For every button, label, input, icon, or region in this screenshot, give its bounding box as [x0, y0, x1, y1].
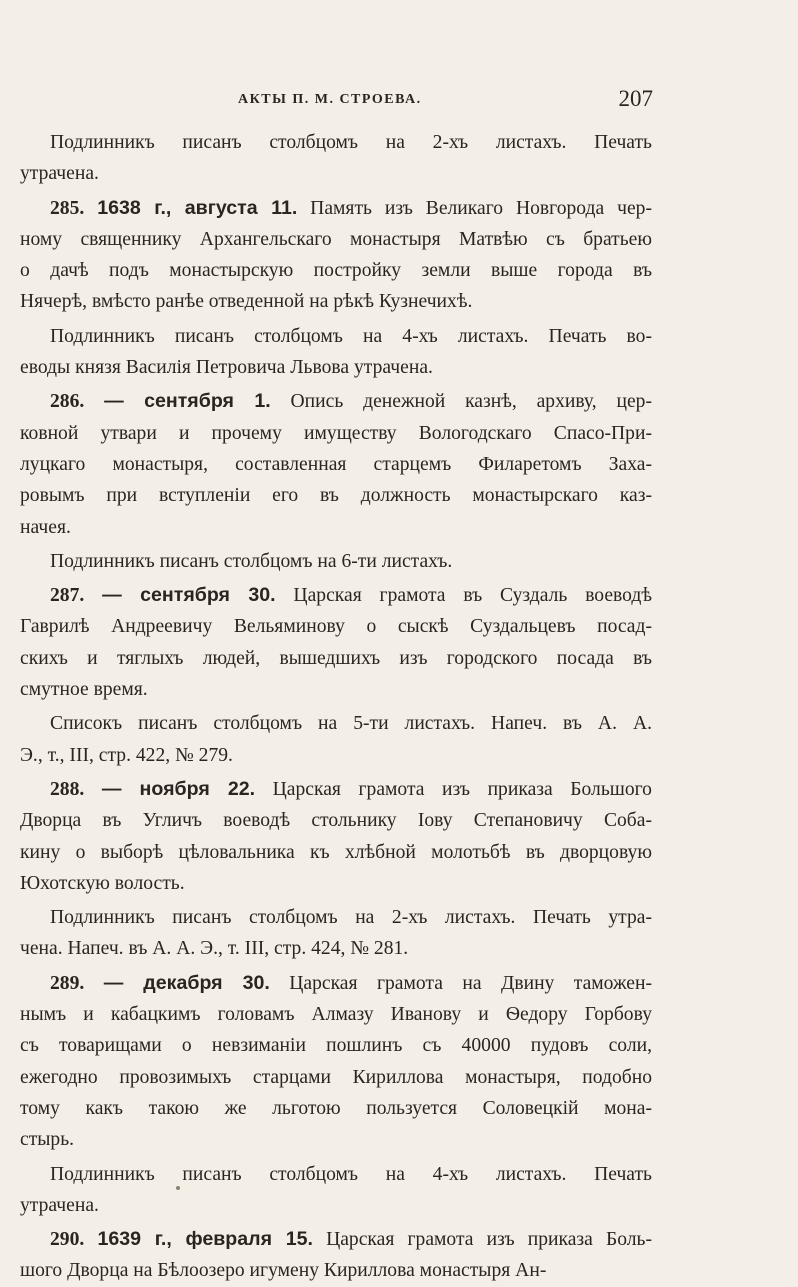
entry-date: — ноября 22. [101, 777, 256, 800]
text-line [20, 1093, 652, 1124]
text-line [20, 512, 652, 543]
text-line [20, 933, 652, 964]
line-text: Царская грамота изъ приказа Большого [255, 778, 652, 800]
text-line [20, 611, 652, 642]
line-text: ному священнику Архангельскаго монастыря Матвѣю съ братьею [20, 228, 652, 250]
line-text: смутное время. [20, 679, 148, 701]
text-line [20, 999, 652, 1030]
line-text: Царская грамота въ Суздаль воеводѣ [275, 585, 652, 607]
paper-speck [176, 1186, 180, 1190]
document-entry [20, 193, 652, 318]
line-text: Гаврилѣ Андреевичу Вельяминову о сыскѣ Суздальцевъ посад- [20, 616, 652, 638]
text-line [20, 386, 652, 417]
text-line [20, 580, 652, 611]
line-text: Царская грамота изъ приказа Боль- [312, 1229, 653, 1251]
line-text: стырь. [20, 1129, 75, 1151]
document-entry [20, 774, 652, 899]
line-text: Подлинникъ писанъ столбцомъ на 2-хъ листахъ. Печать [50, 132, 652, 153]
line-text: начея. [20, 516, 71, 538]
entry-date: 1638 г., августа 11. [97, 196, 298, 219]
entry-date: 1639 г., февраля 15. [97, 1228, 313, 1251]
line-text: о дачѣ подъ монастырскую постройку земли выше города въ [20, 260, 652, 282]
line-text: ковной утвари и прочему имуществу Вологодскаго Спасо-При- [20, 422, 652, 444]
text-line [20, 1255, 652, 1286]
entry-note [20, 1159, 652, 1222]
entry-number: 285. [50, 197, 85, 219]
text-line [20, 158, 652, 189]
entry-note [20, 546, 652, 577]
line-text: Подлинникъ писанъ столбцомъ на 6-ти листахъ. [50, 550, 453, 572]
line-text: шого Дворца на Бѣлоозеро игумену Кириллова монастыря Ан- [20, 1260, 547, 1282]
document-body [20, 127, 652, 1287]
text-line [20, 674, 652, 705]
text-line [20, 1124, 652, 1155]
line-text: Нячерѣ, вмѣсто ранѣе отведенной на рѣкѣ Кузнечихѣ. [20, 291, 473, 313]
text-line [20, 480, 652, 511]
text-line [20, 740, 652, 771]
text-line [20, 708, 652, 739]
text-line [20, 1030, 652, 1061]
line-text: ровымъ при вступленіи его въ должность монастырскаго каз- [20, 485, 652, 507]
line-text: чена. Напеч. въ А. А. Э., т. III, стр. 424, № 281. [20, 938, 409, 960]
text-line [20, 127, 652, 158]
text-line [20, 449, 652, 480]
running-title: АКТЫ П. М. СТРОЕВА. [238, 92, 422, 107]
entry-date: — сентября 1. [104, 390, 271, 413]
text-line [20, 352, 652, 383]
document-entry [20, 580, 652, 705]
entry-note [20, 127, 652, 190]
text-line [20, 286, 652, 317]
entry-date: — сентября 30. [102, 584, 276, 607]
entry-number: 289. [50, 972, 85, 994]
entry-note [20, 708, 652, 771]
text-line [20, 902, 652, 933]
line-text: кину о выборѣ цѣловальника къ хлѣбной молотьбѣ въ дворцовую [20, 841, 652, 863]
entry-note [20, 902, 652, 965]
text-line [20, 837, 652, 868]
line-text: Память изъ Великаго Новгорода чер- [297, 197, 652, 219]
text-line [20, 321, 652, 352]
text-line [20, 255, 652, 286]
line-text: Списокъ писанъ столбцомъ на 5-ти листахъ. Напеч. въ А. А. [50, 713, 652, 735]
text-line [20, 968, 652, 999]
line-text: нымъ и кабацкимъ головамъ Алмазу Иванову и Ѳедору Горбову [20, 1004, 652, 1026]
entry-date: — декабря 30. [103, 971, 270, 994]
line-text: съ товарищами о невзиманіи пошлинъ съ 40000 пудовъ соли, [20, 1035, 652, 1057]
text-line [20, 868, 652, 899]
text-line [20, 805, 652, 836]
text-line [20, 546, 652, 577]
line-text: утрачена. [20, 1194, 99, 1216]
line-text: тому какъ такою же льготою пользуется Соловецкій мона- [20, 1097, 652, 1119]
line-text: Дворца въ Угличъ воеводѣ стольнику Іову Степановичу Соба- [20, 810, 652, 832]
line-text: Подлинникъ писанъ столбцомъ на 2-хъ листахъ. Печать утра- [50, 907, 652, 929]
line-text: скихъ и тяглыхъ людей, вышедшихъ изъ городского посада въ [20, 647, 652, 669]
entry-number: 288. [50, 778, 85, 800]
text-line [20, 1190, 652, 1221]
line-text: Подлинникъ писанъ столбцомъ на 4-хъ листахъ. Печать [50, 1163, 652, 1185]
document-entry [20, 968, 652, 1156]
page-header [20, 86, 653, 116]
text-line [20, 774, 652, 805]
entry-number: 286. [50, 391, 85, 413]
text-line [20, 1159, 652, 1190]
line-text: Юхотскую волость. [20, 872, 185, 894]
page-number: 207 [618, 86, 653, 111]
text-line [20, 193, 652, 224]
line-text: Опись денежной казнѣ, архиву, цер- [270, 391, 652, 413]
entry-number: 290. [50, 1229, 85, 1251]
line-text: луцкаго монастыря, составленная старцемъ Филаретомъ Заха- [20, 453, 652, 475]
text-line [20, 224, 652, 255]
line-text: Э., т., III, стр. 422, № 279. [20, 744, 233, 766]
line-text: ежегодно провозимыхъ старцами Кириллова монастыря, подобно [20, 1066, 652, 1088]
document-entry [20, 386, 652, 542]
line-text: утрачена. [20, 163, 99, 185]
document-entry [20, 1224, 652, 1287]
text-line [20, 1062, 652, 1093]
text-line [20, 418, 652, 449]
text-line [20, 1224, 652, 1255]
line-text: Царская грамота на Двину таможен- [269, 972, 652, 994]
line-text: еводы князя Василія Петровича Львова утрачена. [20, 357, 433, 379]
entry-number: 287. [50, 585, 85, 607]
line-text: Подлинникъ писанъ столбцомъ на 4-хъ листахъ. Печать во- [50, 325, 652, 347]
entry-note [20, 321, 652, 384]
text-line [20, 643, 652, 674]
